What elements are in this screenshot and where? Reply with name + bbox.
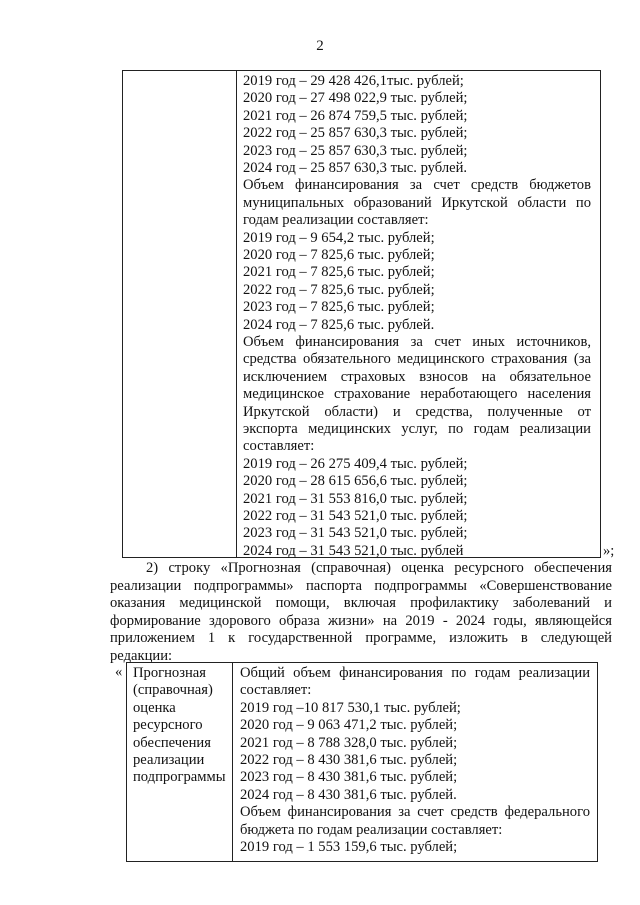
funding-line: 2022 год – 7 825,6 тыс. рублей;: [243, 281, 435, 298]
funding-table-1: [122, 70, 600, 558]
funding-line: 2019 год –10 817 530,1 тыс. рублей;: [240, 699, 461, 716]
total-funding-paragraph: Общий объем финансирования по годам реализации составляет:: [240, 665, 590, 699]
funding-line: 2023 год – 7 825,6 тыс. рублей;: [243, 299, 435, 316]
table2-row-header: [133, 665, 233, 787]
row-header-line: оценка: [133, 699, 176, 716]
row-header-line: ресурсного: [133, 717, 203, 734]
funding-line: 2023 год – 25 857 630,3 тыс. рублей;: [243, 142, 468, 159]
funding-line: 2022 год – 31 543 521,0 тыс. рублей;: [243, 507, 468, 524]
row-header-line: реализации: [133, 751, 205, 768]
table2-content: [240, 665, 590, 856]
funding-line: 2024 год – 25 857 630,3 тыс. рублей.: [243, 159, 468, 176]
funding-line: 2020 год – 9 063 471,2 тыс. рублей;: [240, 717, 458, 734]
funding-line: 2022 год – 8 430 381,6 тыс. рублей;: [240, 751, 458, 768]
row-header-line: обеспечения: [133, 734, 211, 751]
funding-line: 2019 год – 1 553 159,6 тыс. рублей;: [240, 838, 458, 855]
funding-line: 2020 год – 28 615 656,6 тыс. рублей;: [243, 473, 468, 490]
funding-line: 2024 год – 31 543 521,0 тыс. рублей: [243, 542, 464, 559]
page-number: 2: [316, 38, 324, 54]
funding-line: 2021 год – 26 874 759,5 тыс. рублей;: [243, 107, 468, 124]
funding-line: 2022 год – 25 857 630,3 тыс. рублей;: [243, 125, 468, 142]
funding-line: 2021 год – 7 825,6 тыс. рублей;: [243, 264, 435, 281]
funding-line: 2021 год – 31 553 816,0 тыс. рублей;: [243, 490, 468, 507]
row-header-line: (справочная): [133, 682, 213, 699]
funding-line: 2019 год – 9 654,2 тыс. рублей;: [243, 229, 435, 246]
amendment-paragraph: [110, 560, 612, 666]
funding-line: 2021 год – 8 788 328,0 тыс. рублей;: [240, 734, 458, 751]
amendment-paragraph-text: 2) строку «Прогнозная (справочная) оценка ресурсного обеспечения реализации подпрограммы» паспорта подпрограммы «Совершенствование оказания медицинской помощи, включая профилактику заболеваний и формирование здорового образа жизни» на 2019 - 2024 годы, являющейся приложением 1 к государственной программе, изложить в следующей редакции:: [110, 560, 612, 664]
federal-funding-paragraph: Объем финансирования за счет средств федерального бюджета по годам реализации составляет:: [240, 804, 590, 838]
row-header-line: подпрограммы: [133, 769, 226, 786]
closing-quote: »;: [603, 543, 615, 559]
funding-line: 2019 год – 29 428 426,1тыс. рублей;: [243, 73, 464, 89]
funding-line: 2023 год – 31 543 521,0 тыс. рублей;: [243, 525, 468, 542]
row-header-line: Прогнозная: [133, 665, 206, 681]
funding-line: 2024 год – 8 430 381,6 тыс. рублей.: [240, 786, 457, 803]
funding-line: 2020 год – 27 498 022,9 тыс. рублей;: [243, 90, 468, 107]
table1-content: [243, 73, 591, 560]
funding-line: 2020 год – 7 825,6 тыс. рублей;: [243, 246, 435, 263]
opening-quote: «: [115, 664, 123, 680]
funding-line: 2019 год – 26 275 409,4 тыс. рублей;: [243, 455, 468, 472]
funding-line: 2024 год – 7 825,6 тыс. рублей.: [243, 316, 435, 333]
funding-line: 2023 год – 8 430 381,6 тыс. рублей;: [240, 769, 458, 786]
table1-left-cell: [122, 70, 237, 558]
other-sources-paragraph: Объем финансирования за счет иных источников, средства обязательного медицинского страхования (за исключением страховых взносов на обязательное медицинское страхование неработающего населения Иркутской области) и средства, полученные от экспорта медицинских услуг, по годам реализации составляет:: [243, 333, 591, 455]
municipal-funding-paragraph: Объем финансирования за счет средств бюджетов муниципальных образований Иркутской области по годам реализации составляет:: [243, 177, 591, 229]
